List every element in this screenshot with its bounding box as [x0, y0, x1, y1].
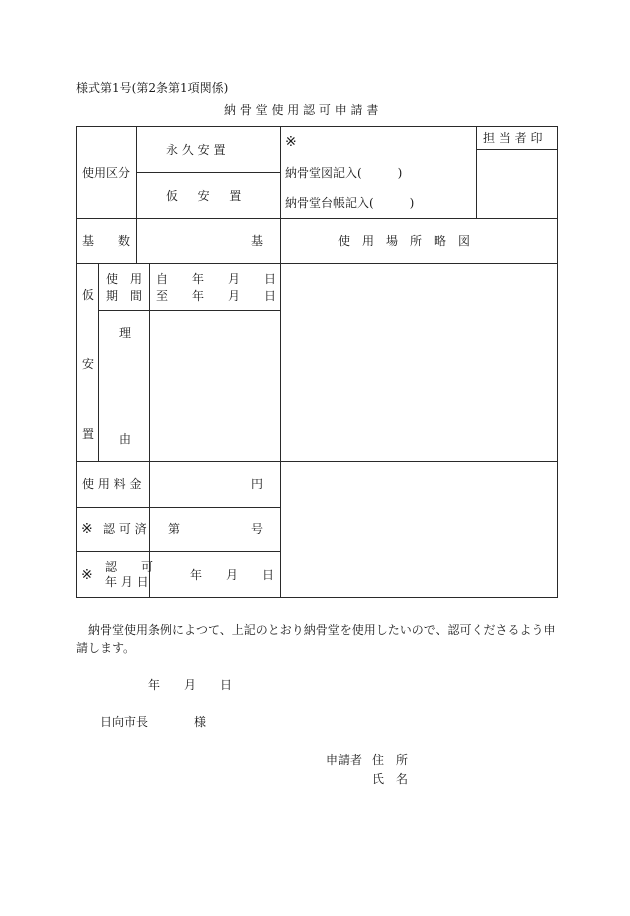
usage-category-label: 使用区分 [82, 166, 131, 180]
col-divider [136, 126, 137, 263]
reason-bottom: 由 [119, 432, 132, 446]
page-title: 納 骨 堂 使 用 認 可 申 請 書 [224, 103, 379, 117]
row-divider [76, 551, 280, 552]
temporary-label: 仮 安 置 [166, 189, 242, 203]
statement-line-2: 請します。 [76, 641, 136, 655]
approved-label: 認 可 済 [103, 522, 147, 536]
approved-no-prefix: 第 [168, 522, 181, 536]
form-number: 様式第1号(第2条第1項関係) [76, 81, 229, 95]
approval-date-value: 年 月 日 [190, 568, 275, 582]
row-divider [76, 218, 558, 219]
row-divider [136, 172, 280, 173]
approval-mark: ※ [81, 567, 93, 583]
note-mark: ※ [285, 134, 297, 150]
addressee: 日向市長 [100, 715, 149, 729]
officer-seal-box[interactable] [477, 150, 557, 218]
period-to: 至 年 月 日 [156, 289, 277, 303]
col-divider [149, 461, 150, 598]
date-line: 年 月 日 [148, 678, 233, 692]
period-label-bottom: 期 間 [106, 289, 143, 303]
approved-mark: ※ [81, 521, 93, 537]
address-label: 住 所 [372, 753, 409, 767]
reason-top: 理 [119, 326, 132, 340]
location-map-label: 使 用 場 所 略 図 [338, 234, 471, 248]
honorific: 様 [194, 715, 207, 729]
location-map-area[interactable] [281, 264, 557, 597]
approved-no-suffix: 号 [251, 522, 264, 536]
temp-vertical-1: 仮 [82, 288, 95, 302]
approval-date-top: 認 可 [105, 560, 154, 574]
fee-unit: 円 [251, 477, 264, 491]
count-label: 基 数 [82, 234, 131, 248]
count-unit: 基 [251, 234, 264, 248]
reason-field[interactable] [150, 311, 279, 460]
ossuary-map-entry: 納骨堂図記入( ) [285, 166, 403, 180]
officer-seal-label: 担 当 者 印 [483, 131, 543, 145]
row-divider [76, 507, 280, 508]
permanent-label: 永 久 安 置 [166, 143, 226, 157]
period-label-top: 使 用 [106, 272, 143, 286]
approval-date-bottom: 年 月 日 [105, 575, 149, 589]
temp-vertical-2: 安 [82, 357, 95, 371]
applicant-label: 申請者 [326, 753, 363, 767]
statement-line-1: 納骨堂使用条例によつて、上記のとおり納骨堂を使用したいので、認可くださるよう申 [88, 623, 556, 637]
temp-vertical-3: 置 [82, 427, 95, 441]
fee-label: 使 用 料 金 [82, 477, 142, 491]
period-from: 自 年 月 日 [156, 272, 277, 286]
name-label: 氏 名 [372, 772, 409, 786]
ossuary-ledger-entry: 納骨堂台帳記入( ) [285, 196, 415, 210]
col-divider [98, 263, 99, 461]
